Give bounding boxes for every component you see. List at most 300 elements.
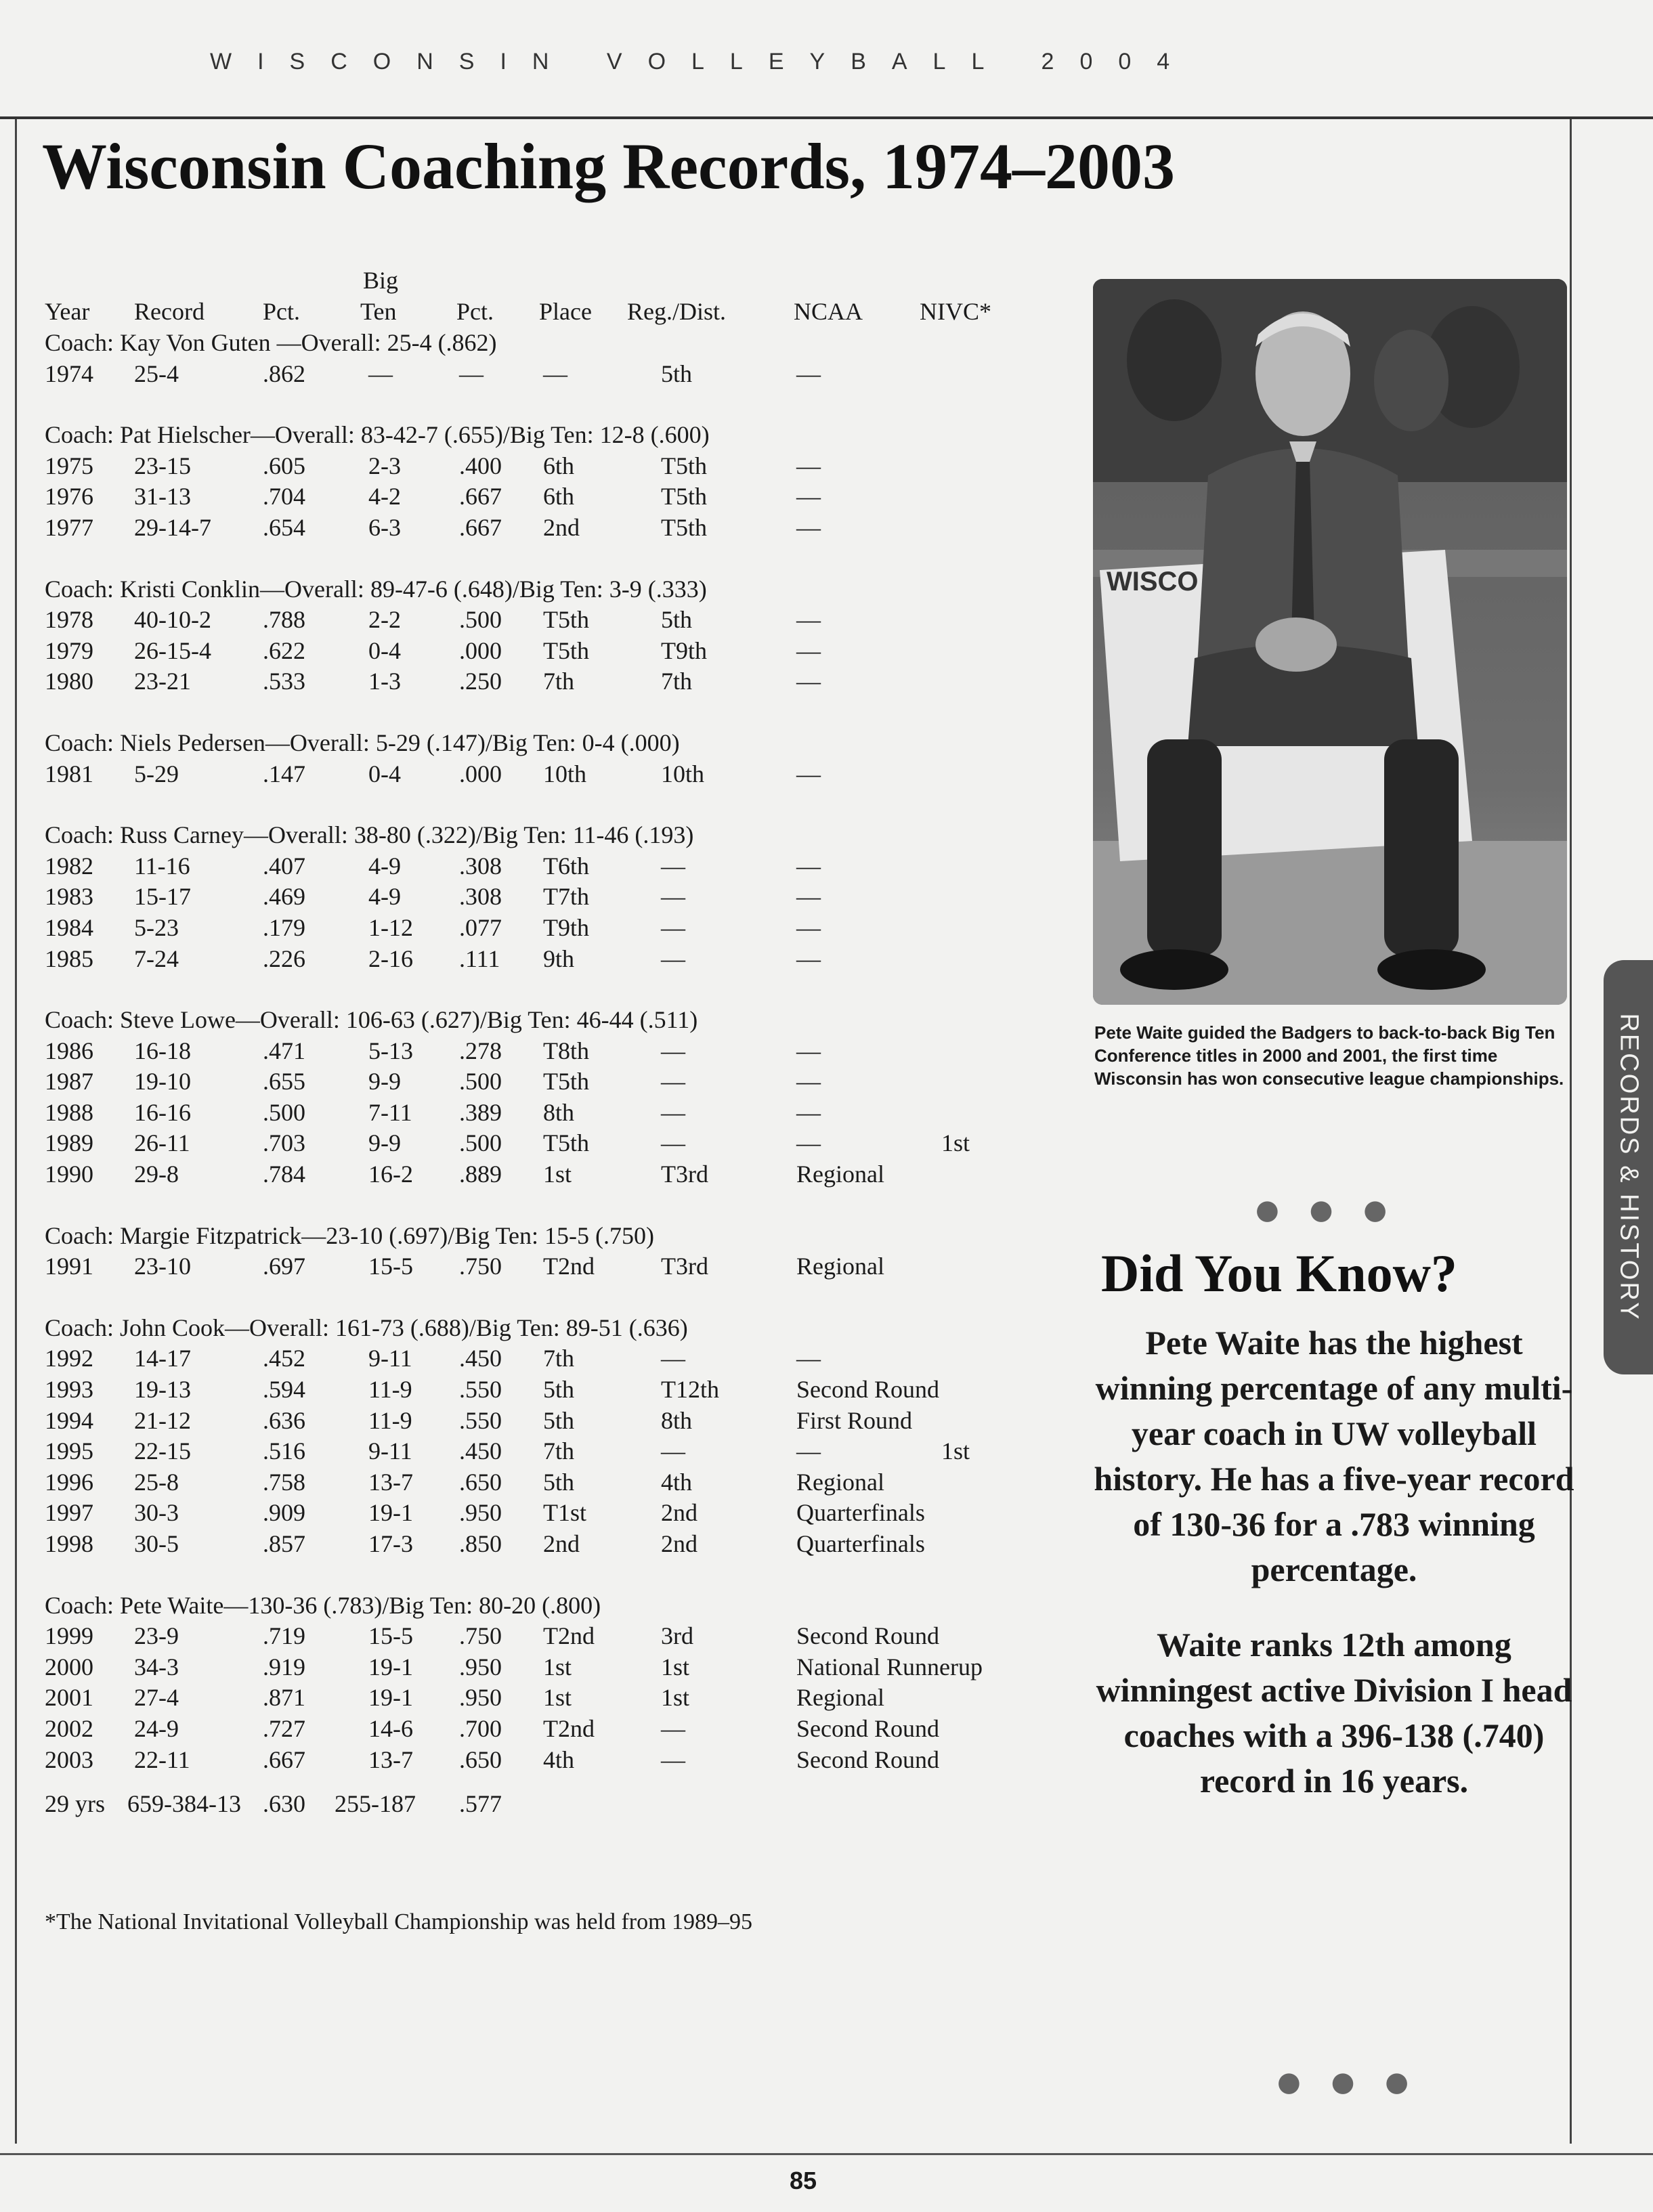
cell-year: 1980	[45, 668, 93, 695]
cell-big-ten: 17-3	[368, 1530, 413, 1557]
cell-reg-dist: T9th	[661, 636, 707, 664]
cell-place: 7th	[543, 1345, 575, 1372]
cell-big-ten: 2-16	[368, 945, 413, 972]
cell-ncaa: Second Round	[796, 1714, 939, 1742]
table-row	[45, 451, 821, 482]
cell-record: 24-9	[134, 1714, 179, 1742]
cell-ncaa: —	[796, 636, 821, 664]
table-row	[45, 1251, 884, 1282]
table-row	[45, 1036, 821, 1067]
cell-big-ten-pct: .889	[459, 1161, 502, 1188]
cell-reg-dist: —	[661, 1098, 685, 1126]
cell-record: 30-5	[134, 1530, 179, 1557]
cell-big-ten: 9-9	[368, 1129, 401, 1157]
cell-year: 1983	[45, 883, 93, 911]
cell-big-ten-pct: .389	[459, 1098, 502, 1126]
cell-big-ten-pct: .450	[459, 1345, 502, 1372]
running-head: WISCONSIN VOLLEYBALL 2004	[210, 49, 1196, 74]
table-row	[45, 1529, 925, 1560]
cell-ncaa: —	[796, 1437, 821, 1465]
cell-year: 1985	[45, 945, 93, 972]
cell-big-ten: 13-7	[368, 1468, 413, 1496]
cell-pct: .784	[263, 1161, 305, 1188]
cell-record: 25-8	[134, 1468, 179, 1496]
cell-big-ten: 11-9	[368, 1406, 412, 1434]
cell-place: T2nd	[543, 1253, 595, 1280]
cell-year: 1997	[45, 1499, 93, 1527]
coach-heading: Coach: Pete Waite—130-36 (.783)/Big Ten: 80-20 (.800)	[45, 1591, 601, 1619]
cell-ncaa: —	[796, 1098, 821, 1126]
coach-heading: Coach: Kristi Conklin—Overall: 89-47-6 (.648)/Big Ten: 3-9 (.333)	[45, 575, 707, 603]
cell-year: 1991	[45, 1253, 93, 1280]
cell-pct: .719	[263, 1622, 305, 1650]
cell-ncaa: Regional	[796, 1684, 884, 1712]
cell-big-ten: 4-2	[368, 483, 401, 511]
cell-place: 1st	[543, 1684, 572, 1712]
cell-nivc: 1st	[941, 1129, 970, 1157]
table-row	[45, 759, 821, 790]
cell-big-ten: 9-11	[368, 1345, 412, 1372]
table-row	[45, 851, 821, 882]
cell-record: 11-16	[134, 852, 190, 880]
cell-record: 29-8	[134, 1161, 179, 1188]
totals-years: 29 yrs	[45, 1790, 105, 1818]
cell-place: T6th	[543, 852, 589, 880]
cell-big-ten: 14-6	[368, 1714, 413, 1742]
cell-place: 7th	[543, 668, 575, 695]
cell-year: 2001	[45, 1684, 93, 1712]
cell-big-ten-pct: .550	[459, 1376, 502, 1404]
cell-ncaa: —	[796, 360, 821, 387]
cell-place: 5th	[543, 1468, 575, 1496]
cell-place: 2nd	[543, 513, 580, 541]
cell-year: 2003	[45, 1745, 93, 1773]
coach-block	[45, 728, 821, 789]
cell-pct: .636	[263, 1406, 305, 1434]
cell-pct: .871	[263, 1684, 305, 1712]
cell-reg-dist: 5th	[661, 360, 693, 387]
cell-big-ten-pct: .500	[459, 606, 502, 634]
cell-big-ten-pct: .000	[459, 760, 502, 787]
cell-record: 7-24	[134, 945, 179, 972]
cell-pct: .862	[263, 360, 305, 387]
cell-big-ten: 15-5	[368, 1253, 413, 1280]
cell-place: T5th	[543, 1068, 589, 1096]
cell-year: 1976	[45, 483, 93, 511]
top-rule	[0, 116, 1653, 119]
cell-reg-dist: 2nd	[661, 1499, 697, 1527]
totals-big-ten-pct: .577	[459, 1790, 502, 1818]
cell-big-ten-pct: .450	[459, 1437, 502, 1465]
table-row	[45, 1683, 884, 1714]
cell-place: T7th	[543, 883, 589, 911]
cell-big-ten: 1-3	[368, 668, 401, 695]
cell-pct: .147	[263, 760, 305, 787]
cell-reg-dist: 1st	[661, 1684, 690, 1712]
cell-big-ten: 19-1	[368, 1684, 413, 1712]
table-row	[45, 666, 821, 697]
footnote: *The National Invitational Volleyball Championship was held from 1989–95	[45, 1909, 753, 1934]
table-row	[45, 1467, 884, 1498]
cell-pct: .452	[263, 1345, 305, 1372]
cell-big-ten-pct: .667	[459, 483, 502, 511]
cell-pct: .594	[263, 1376, 305, 1404]
cell-pct: .622	[263, 636, 305, 664]
left-border	[15, 119, 17, 2144]
cell-record: 5-23	[134, 913, 179, 941]
totals-pct: .630	[263, 1790, 305, 1818]
table-row	[45, 605, 821, 636]
cell-year: 1979	[45, 636, 93, 664]
cell-place: T1st	[543, 1499, 587, 1527]
coach-heading: Coach: Niels Pedersen—Overall: 5-29 (.147)/Big Ten: 0-4 (.000)	[45, 729, 680, 756]
cell-place: T5th	[543, 1129, 589, 1157]
cell-big-ten-pct: .650	[459, 1468, 502, 1496]
cell-ncaa: —	[796, 1037, 821, 1064]
right-border	[1570, 119, 1572, 2144]
cell-ncaa: —	[796, 945, 821, 972]
cell-reg-dist: 1st	[661, 1653, 690, 1680]
cell-big-ten-pct: .667	[459, 513, 502, 541]
cell-pct: .500	[263, 1098, 305, 1126]
cell-big-ten: 15-5	[368, 1622, 413, 1650]
cell-big-ten: 4-9	[368, 883, 401, 911]
cell-place: T2nd	[543, 1714, 595, 1742]
cell-reg-dist: —	[661, 1345, 685, 1372]
cell-reg-dist: —	[661, 852, 685, 880]
cell-ncaa: —	[796, 883, 821, 911]
header-year: Year	[45, 298, 90, 325]
cell-big-ten: 6-3	[368, 513, 401, 541]
cell-big-ten: —	[368, 360, 393, 387]
cell-year: 1996	[45, 1468, 93, 1496]
cell-pct: .654	[263, 513, 305, 541]
table-row	[45, 513, 821, 544]
cell-big-ten-pct: .308	[459, 852, 502, 880]
cell-reg-dist: —	[661, 1037, 685, 1064]
cell-place: 5th	[543, 1406, 575, 1434]
cell-reg-dist: —	[661, 883, 685, 911]
section-tab	[1604, 960, 1653, 1374]
cell-place: 6th	[543, 483, 575, 511]
cell-reg-dist: —	[661, 945, 685, 972]
table-row	[45, 481, 821, 513]
header-reg-dist: Reg./Dist.	[627, 298, 727, 325]
table-header	[45, 265, 991, 328]
cell-reg-dist: T3rd	[661, 1161, 708, 1188]
cell-place: T2nd	[543, 1622, 595, 1650]
table-row	[45, 944, 821, 975]
cell-big-ten-pct: —	[459, 360, 484, 387]
table-row	[45, 1621, 939, 1652]
cell-record: 40-10-2	[134, 606, 211, 634]
cell-place: 9th	[543, 945, 575, 972]
cell-ncaa: —	[796, 1345, 821, 1372]
cell-reg-dist: —	[661, 1068, 685, 1096]
cell-big-ten-pct: .308	[459, 883, 502, 911]
did-you-know-body	[1083, 1320, 1585, 1834]
cell-reg-dist: —	[661, 1745, 685, 1773]
cell-year: 1990	[45, 1161, 93, 1188]
cell-pct: .516	[263, 1437, 305, 1465]
cell-record: 15-17	[134, 883, 191, 911]
table-row	[45, 636, 821, 667]
table-row	[45, 913, 821, 944]
cell-big-ten-pct: .400	[459, 452, 502, 479]
cell-record: 23-21	[134, 668, 191, 695]
cell-pct: .469	[263, 883, 305, 911]
cell-big-ten-pct: .111	[459, 945, 500, 972]
cell-ncaa: —	[796, 513, 821, 541]
cell-ncaa: Regional	[796, 1253, 884, 1280]
coach-block	[45, 420, 821, 543]
header-record: Record	[134, 298, 205, 325]
table-row	[45, 882, 821, 913]
cell-record: 19-13	[134, 1376, 191, 1404]
page-number: 85	[790, 2167, 817, 2194]
did-you-know-para-1: Pete Waite has the highest winning percentage of any multi-year coach in UW volleyball history. He has a five-year record of 130-36 for a .783 winning percentage.	[1094, 1324, 1574, 1588]
cell-pct: .471	[263, 1037, 305, 1064]
cell-ncaa: —	[796, 913, 821, 941]
cell-year: 1981	[45, 760, 93, 787]
cell-big-ten: 9-11	[368, 1437, 412, 1465]
cell-place: T8th	[543, 1037, 589, 1064]
table-row	[45, 1406, 913, 1437]
cell-ncaa: —	[796, 483, 821, 511]
cell-record: 21-12	[134, 1406, 191, 1434]
cell-year: 1977	[45, 513, 93, 541]
cell-record: 23-9	[134, 1622, 179, 1650]
cell-reg-dist: 8th	[661, 1406, 693, 1434]
cell-year: 1995	[45, 1437, 93, 1465]
cell-reg-dist: T5th	[661, 483, 707, 511]
coach-heading: Coach: Margie Fitzpatrick—23-10 (.697)/Big Ten: 15-5 (.750)	[45, 1221, 654, 1249]
cell-big-ten: 0-4	[368, 636, 401, 664]
header-big: Big	[363, 267, 399, 294]
cell-big-ten: 2-2	[368, 606, 401, 634]
chair-text: WISCO	[1107, 567, 1199, 597]
cell-place: 7th	[543, 1437, 575, 1465]
cell-ncaa: —	[796, 668, 821, 695]
cell-record: 16-16	[134, 1098, 191, 1126]
cell-big-ten: 5-13	[368, 1037, 413, 1064]
cell-record: 34-3	[134, 1653, 179, 1680]
photo-caption: Pete Waite guided the Badgers to back-to-back Big Ten Conference titles in 2000 and 2001, the first time Wisconsin has won consecutive league championships.	[1094, 1022, 1564, 1089]
coach-heading: Coach: John Cook—Overall: 161-73 (.688)/Big Ten: 89-51 (.636)	[45, 1314, 688, 1341]
cell-year: 1982	[45, 852, 93, 880]
table-row	[45, 1128, 970, 1159]
cell-reg-dist: —	[661, 1714, 685, 1742]
cell-place: 1st	[543, 1653, 572, 1680]
totals-row	[45, 1789, 710, 1820]
cell-record: 26-15-4	[134, 636, 211, 664]
cell-reg-dist: 3rd	[661, 1622, 693, 1650]
table-row	[45, 1745, 939, 1776]
cell-big-ten-pct: .950	[459, 1653, 502, 1680]
dots-bottom: ● ● ●	[1277, 2066, 1420, 2098]
cell-record: 30-3	[134, 1499, 179, 1527]
cell-place: 5th	[543, 1376, 575, 1404]
cell-pct: .655	[263, 1068, 305, 1096]
cell-ncaa: —	[796, 606, 821, 634]
table-row	[45, 1159, 884, 1190]
cell-reg-dist: 4th	[661, 1468, 693, 1496]
cell-record: 23-10	[134, 1253, 191, 1280]
cell-year: 1992	[45, 1345, 93, 1372]
cell-record: 27-4	[134, 1684, 179, 1712]
coach-block	[45, 1313, 970, 1560]
cell-pct: .727	[263, 1714, 305, 1742]
cell-year: 1978	[45, 606, 93, 634]
cell-pct: .226	[263, 945, 305, 972]
cell-year: 1974	[45, 360, 93, 387]
coach-heading: Coach: Steve Lowe—Overall: 106-63 (.627)/Big Ten: 46-44 (.511)	[45, 1006, 698, 1034]
cell-big-ten: 19-1	[368, 1653, 413, 1680]
cell-pct: .758	[263, 1468, 305, 1496]
totals-big-ten: 255-187	[335, 1790, 416, 1818]
cell-big-ten-pct: .077	[459, 913, 502, 941]
cell-ncaa: First Round	[796, 1406, 913, 1434]
cell-year: 1998	[45, 1530, 93, 1557]
cell-big-ten-pct: .500	[459, 1129, 502, 1157]
cell-place: 2nd	[543, 1530, 580, 1557]
cell-year: 1987	[45, 1068, 93, 1096]
cell-big-ten-pct: .700	[459, 1714, 502, 1742]
cell-big-ten-pct: .650	[459, 1745, 502, 1773]
cell-ncaa: Second Round	[796, 1376, 939, 1404]
cell-place: T5th	[543, 636, 589, 664]
table-row	[45, 1436, 970, 1467]
table-row	[45, 1652, 983, 1683]
cell-pct: .788	[263, 606, 305, 634]
cell-pct: .704	[263, 483, 305, 511]
cell-big-ten: 11-9	[368, 1376, 412, 1404]
cell-place: 6th	[543, 452, 575, 479]
section-tab-label: RECORDS & HISTORY	[1614, 1013, 1643, 1322]
coach-block	[45, 1221, 884, 1282]
cell-reg-dist: —	[661, 1437, 685, 1465]
cell-reg-dist: T3rd	[661, 1253, 708, 1280]
cell-nivc: 1st	[941, 1437, 970, 1465]
cell-record: 16-18	[134, 1037, 191, 1064]
coach-heading: Coach: Pat Hielscher—Overall: 83-42-7 (.655)/Big Ten: 12-8 (.600)	[45, 421, 710, 449]
cell-pct: .703	[263, 1129, 305, 1157]
cell-ncaa: —	[796, 1068, 821, 1096]
table-row	[45, 1066, 821, 1098]
cell-year: 1986	[45, 1037, 93, 1064]
cell-place: 4th	[543, 1745, 575, 1773]
header-pct-2: Pct.	[456, 298, 494, 325]
header-ncaa: NCAA	[794, 298, 863, 325]
coaching-records-table	[45, 265, 991, 1820]
cell-record: 29-14-7	[134, 513, 211, 541]
cell-big-ten: 7-11	[368, 1098, 412, 1126]
table-row	[45, 1374, 939, 1406]
cell-year: 1999	[45, 1622, 93, 1650]
cell-place: T5th	[543, 606, 589, 634]
cell-pct: .697	[263, 1253, 305, 1280]
header-nivc: NIVC*	[920, 298, 991, 325]
coach-block	[45, 1005, 970, 1190]
cell-big-ten-pct: .750	[459, 1622, 502, 1650]
cell-pct: .533	[263, 668, 305, 695]
header-place: Place	[539, 298, 592, 325]
cell-big-ten-pct: .950	[459, 1499, 502, 1527]
cell-ncaa: Quarterfinals	[796, 1530, 925, 1557]
cell-ncaa: —	[796, 852, 821, 880]
cell-reg-dist: 10th	[661, 760, 705, 787]
did-you-know-para-2: Waite ranks 12th among winningest active Division I head coaches with a 396-138 (.740) record in 16 years.	[1096, 1626, 1572, 1800]
cell-record: 22-11	[134, 1745, 190, 1773]
cell-big-ten-pct: .500	[459, 1068, 502, 1096]
cell-reg-dist: —	[661, 1129, 685, 1157]
cell-big-ten-pct: .250	[459, 668, 502, 695]
cell-place: 10th	[543, 760, 587, 787]
dots-top: ● ● ●	[1255, 1194, 1398, 1226]
cell-pct: .605	[263, 452, 305, 479]
cell-ncaa: National Runnerup	[796, 1653, 983, 1680]
cell-ncaa: —	[796, 452, 821, 479]
cell-big-ten: 1-12	[368, 913, 413, 941]
cell-pct: .919	[263, 1653, 305, 1680]
cell-record: 23-15	[134, 452, 191, 479]
cell-record: 5-29	[134, 760, 179, 787]
table-row	[45, 1098, 821, 1129]
cell-big-ten: 4-9	[368, 852, 401, 880]
cell-record: 26-11	[134, 1129, 190, 1157]
cell-big-ten: 13-7	[368, 1745, 413, 1773]
cell-big-ten: 0-4	[368, 760, 401, 787]
cell-big-ten: 19-1	[368, 1499, 413, 1527]
totals-record: 659-384-13	[127, 1790, 241, 1818]
coach-block	[45, 820, 821, 974]
cell-big-ten: 16-2	[368, 1161, 413, 1188]
coach-heading: Coach: Kay Von Guten —Overall: 25-4 (.862)	[45, 329, 497, 356]
cell-reg-dist: 7th	[661, 668, 693, 695]
cell-ncaa: Second Round	[796, 1622, 939, 1650]
cell-ncaa: Regional	[796, 1161, 884, 1188]
header-pct: Pct.	[263, 298, 301, 325]
cell-big-ten-pct: .850	[459, 1530, 502, 1557]
cell-big-ten: 9-9	[368, 1068, 401, 1096]
cell-big-ten-pct: .750	[459, 1253, 502, 1280]
cell-pct: .179	[263, 913, 305, 941]
cell-ncaa: Quarterfinals	[796, 1499, 925, 1527]
cell-record: 14-17	[134, 1345, 191, 1372]
cell-year: 1989	[45, 1129, 93, 1157]
header-big-ten: Ten	[360, 298, 397, 325]
cell-reg-dist: T5th	[661, 452, 707, 479]
cell-ncaa: Regional	[796, 1468, 884, 1496]
cell-year: 1993	[45, 1376, 93, 1404]
coach-photo	[1093, 279, 1567, 1005]
cell-record: 25-4	[134, 360, 179, 387]
cell-reg-dist: 2nd	[661, 1530, 697, 1557]
table-row	[45, 359, 821, 390]
did-you-know-title: Did You Know?	[1101, 1244, 1457, 1303]
cell-ncaa: —	[796, 1129, 821, 1157]
cell-year: 1994	[45, 1406, 93, 1434]
cell-year: 1988	[45, 1098, 93, 1126]
cell-pct: .909	[263, 1499, 305, 1527]
cell-place: 1st	[543, 1161, 572, 1188]
cell-year: 2002	[45, 1714, 93, 1742]
cell-record: 22-15	[134, 1437, 191, 1465]
cell-reg-dist: T5th	[661, 513, 707, 541]
cell-record: 19-10	[134, 1068, 191, 1096]
table-row	[45, 1343, 821, 1374]
cell-ncaa: —	[796, 760, 821, 787]
